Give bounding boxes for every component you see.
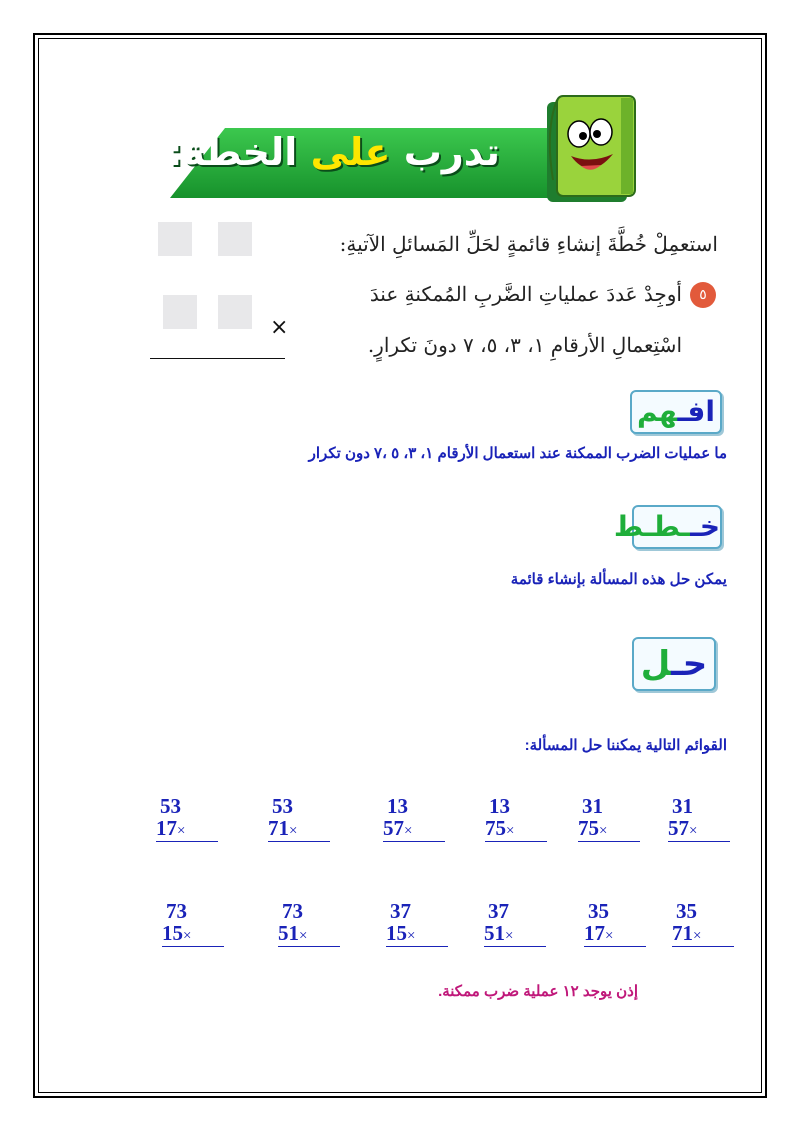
tag-solve <box>632 637 716 691</box>
bottom-row <box>584 922 646 947</box>
bottom-row <box>485 817 547 842</box>
bottom-number: 57 <box>668 816 689 840</box>
times-icon: × <box>299 928 308 944</box>
multiplication-item <box>672 900 734 947</box>
multiplication-item <box>386 900 448 947</box>
bottom-number: 51 <box>484 921 505 945</box>
times-icon: × <box>605 928 614 944</box>
times-icon: × <box>506 823 515 839</box>
bottom-number: 71 <box>268 816 289 840</box>
tag-solve-part-a: حـ <box>671 644 708 684</box>
answer-rule <box>150 358 285 359</box>
tag-solve-part-b: ل <box>640 644 672 684</box>
bottom-row <box>383 817 445 842</box>
bottom-number: 17 <box>156 816 177 840</box>
bottom-row <box>156 817 218 842</box>
bottom-row <box>278 922 340 947</box>
solve-text: القوائم التالية يمكننا حل المسألة: <box>524 737 727 754</box>
banner-word-highlight: على <box>310 130 391 174</box>
bottom-row <box>578 817 640 842</box>
bottom-number: 17 <box>584 921 605 945</box>
book-instruction: استعمِلْ خُطَّةَ إنشاءِ قائمةٍ لحَلِّ المَسائلِ الآتيةِ: <box>339 232 718 256</box>
answer-box-icon <box>218 295 252 329</box>
multiplication-item <box>162 900 224 947</box>
bottom-number: 75 <box>485 816 506 840</box>
answer-box-icon <box>163 295 197 329</box>
multiplication-item <box>268 795 330 842</box>
bottom-row <box>484 922 546 947</box>
top-number: 13 <box>489 794 510 818</box>
bottom-row <box>668 817 730 842</box>
top-number: 53 <box>160 794 181 818</box>
tag-understand-part-a: افـ <box>677 395 715 428</box>
multiplication-item <box>485 795 547 842</box>
top-number: 73 <box>166 899 187 923</box>
top-number: 35 <box>588 899 609 923</box>
multiplication-item <box>584 900 646 947</box>
times-icon: × <box>183 928 192 944</box>
banner-word-1: تدرب <box>403 130 500 174</box>
bottom-row <box>386 922 448 947</box>
top-number: 73 <box>282 899 303 923</box>
answer-box-icon <box>218 222 252 256</box>
multiplication-item <box>278 900 340 947</box>
times-icon: × <box>693 928 702 944</box>
top-number: 53 <box>272 794 293 818</box>
times-icon: × <box>599 823 608 839</box>
times-icon: × <box>689 823 698 839</box>
bottom-number: 71 <box>672 921 693 945</box>
top-number: 37 <box>488 899 509 923</box>
times-sign: × <box>270 315 289 340</box>
bottom-number: 75 <box>578 816 599 840</box>
banner-word-3: الخطة: <box>167 130 298 174</box>
tag-plan-part-a: خـ <box>690 510 720 543</box>
multiplication-item <box>668 795 730 842</box>
conclusion-text: إذن يوجد ١٢ عملية ضرب ممكنة. <box>438 983 638 1000</box>
tag-plan <box>613 505 722 549</box>
answer-box-icon <box>158 222 192 256</box>
book-problem-line-1: أوجِدْ عَددَ عملياتِ الضَّربِ المُمكنةِ عندَ <box>369 282 682 306</box>
tag-understand-part-b: هم <box>637 395 678 428</box>
multiplication-item <box>578 795 640 842</box>
times-icon: × <box>505 928 514 944</box>
top-number: 31 <box>582 794 603 818</box>
problem-number-badge: ٥ <box>690 282 716 308</box>
bottom-row <box>672 922 734 947</box>
times-icon: × <box>407 928 416 944</box>
bottom-row <box>162 922 224 947</box>
bottom-row <box>268 817 330 842</box>
tag-plan-part-b: ـطـط <box>613 510 691 543</box>
plan-text: يمكن حل هذه المسألة بإنشاء قائمة <box>510 571 727 588</box>
banner-title <box>167 130 500 174</box>
top-number: 37 <box>390 899 411 923</box>
bottom-number: 57 <box>383 816 404 840</box>
top-number: 31 <box>672 794 693 818</box>
times-icon: × <box>404 823 413 839</box>
bottom-number: 15 <box>162 921 183 945</box>
book-mascot-icon <box>535 90 645 210</box>
times-icon: × <box>177 823 186 839</box>
understand-text: ما عمليات الضرب الممكنة عند استعمال الأرقام ١، ٣، ٥ ،٧ دون تكرار <box>308 445 727 462</box>
tag-understand <box>630 390 722 434</box>
practice-banner <box>167 128 560 198</box>
top-number: 35 <box>676 899 697 923</box>
multiplication-item <box>484 900 546 947</box>
times-icon: × <box>289 823 298 839</box>
top-number: 13 <box>387 794 408 818</box>
bottom-number: 15 <box>386 921 407 945</box>
multiplication-item <box>156 795 218 842</box>
book-problem-line-2: اسْتِعمالِ الأرقامِ ١، ٣، ٥، ٧ دونَ تكرارٍ. <box>367 333 682 357</box>
bottom-number: 51 <box>278 921 299 945</box>
multiplication-item <box>383 795 445 842</box>
